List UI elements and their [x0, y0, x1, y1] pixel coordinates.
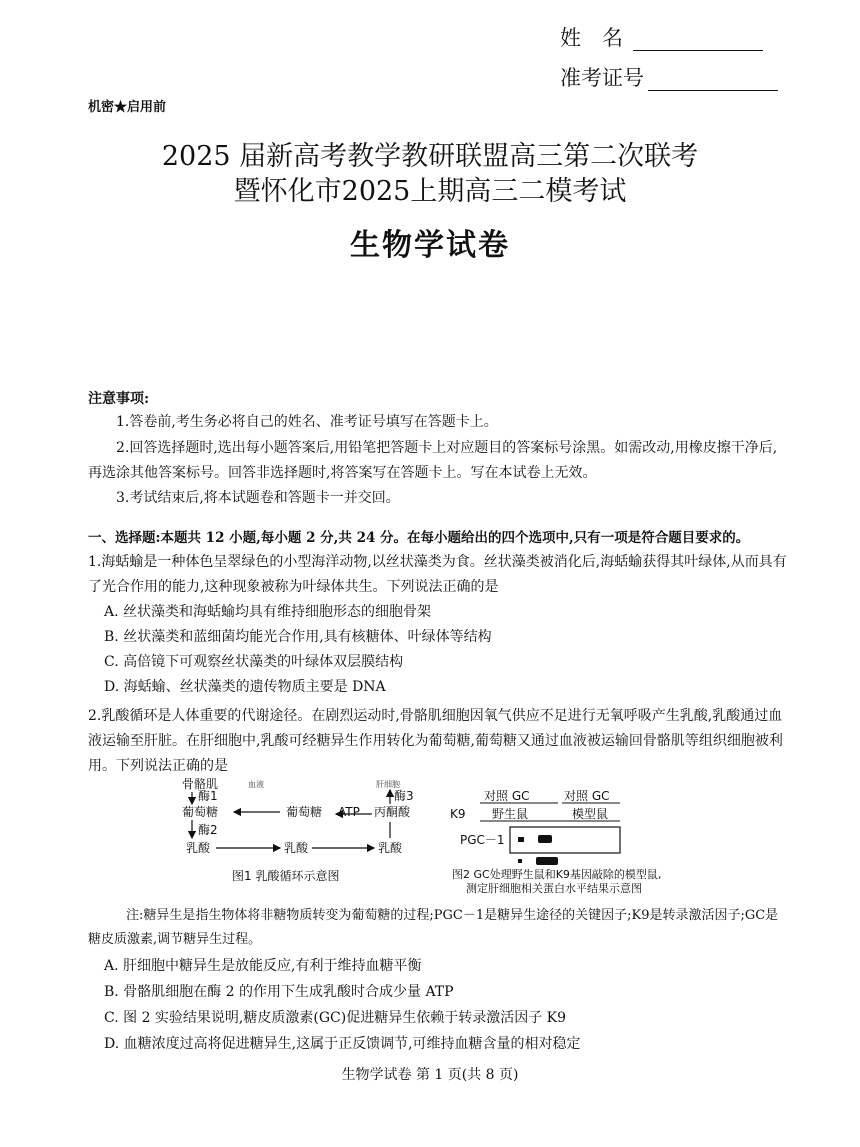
- subject-title: 生物学试卷: [350, 228, 510, 263]
- note-item-1: 1.答卷前,考生务必将自己的姓名、准考证号填写在答题卡上。: [116, 414, 498, 430]
- fig2-dot-1: [518, 859, 522, 863]
- fig2-caption-line1: 图2 GC处理野生鼠和K9基因敲除的模型鼠,: [452, 868, 662, 881]
- fig2-band-2: [536, 857, 558, 865]
- fig1-caption: 图1 乳酸循环示意图: [232, 869, 340, 883]
- q1-option-b: B. 丝状藻类和蓝细菌均能光合作用,具有核糖体、叶绿体等结构: [104, 629, 492, 645]
- fig2-blot-frame: [510, 827, 620, 853]
- note-item-3: 3.考试结束后,将本试题卷和答题卡一并交回。: [116, 490, 400, 506]
- fig1-enzyme1-label: 酶1: [198, 789, 218, 803]
- name-underline[interactable]: [633, 26, 763, 51]
- fig2-band-wild-gc: [538, 835, 552, 843]
- q2-note: 注:糖异生是指生物体将非糖物质转变为葡萄糖的过程;PGC－1是糖异生途径的关键因子;K9是转录激活因子;GC是糖皮质激素,调节糖异生过程。: [88, 908, 779, 947]
- fig2-wild-header: 对照 GC: [484, 789, 530, 803]
- fig2-model-header: 对照 GC: [564, 789, 610, 803]
- page-footer: 生物学试卷 第 1 页(共 8 页): [341, 1067, 519, 1083]
- note-item-2: 2.回答选择题时,选出每小题答案后,用铅笔把答题卡上对应题目的答案标号涂黑。如需改动,用橡皮擦干净后,再选涂其他答案标号。回答非选择题时,将答案写在答题卡上。写在本试卷上无效。: [88, 440, 778, 481]
- figure-2-western-blot: [448, 786, 698, 898]
- fig2-k9-label: K9: [450, 807, 466, 821]
- fig1-enzyme2-label: 酶2: [198, 823, 218, 837]
- q1-option-a: A. 丝状藻类和海蛞蝓均具有维持细胞形态的细胞骨架: [104, 604, 432, 620]
- fig1-enzyme3-label: 酶3: [394, 789, 414, 803]
- fig1-arrows: [192, 790, 390, 848]
- fig1-pyruvate-label: 丙酮酸: [374, 805, 411, 819]
- fig2-pgc-label: PGC－1: [460, 833, 505, 847]
- fig2-caption-line2: 测定肝细胞相关蛋白水平结果示意图: [466, 882, 642, 895]
- fig1-glucose-liver: 葡萄糖: [286, 805, 323, 819]
- q1-option-d: D. 海蛞蝓、丝状藻类的遗传物质主要是 DNA: [104, 679, 386, 695]
- fig1-lactate-blood: 乳酸: [284, 841, 309, 855]
- fig2-wild-label: 野生鼠: [492, 807, 529, 821]
- fig1-liver-label: 肝细胞: [376, 780, 400, 789]
- fig1-muscle-label: 骨骼肌: [182, 777, 219, 791]
- q2-option-b: B. 骨骼肌细胞在酶 2 的作用下生成乳酸时合成少量 ATP: [104, 984, 454, 1000]
- name-field-row: [560, 22, 763, 52]
- question-1-stem: 1.海蛞蝓是一种体色呈翠绿色的小型海洋动物,以丝状藻类为食。丝状藻类被消化后,海蛞蝓获得其叶绿体,从而具有了光合作用的能力,这种现象被称为叶绿体共生。下列说法正确的是: [88, 554, 787, 595]
- secret-mark: 机密★启用前: [88, 100, 167, 115]
- notes-heading: 注意事项:: [88, 391, 150, 407]
- exam-number-label: 准考证号: [560, 66, 644, 90]
- figure-1-lactate-cycle: [180, 776, 440, 888]
- section-heading: 一、选择题:本题共 12 小题,每小题 2 分,共 24 分。在每小题给出的四个选项中,只有一项是符合题目要求的。: [88, 530, 750, 546]
- q2-option-d: D. 血糖浓度过高将促进糖异生,这属于正反馈调节,可维持血糖含量的相对稳定: [104, 1036, 581, 1052]
- exam-number-row: [560, 62, 778, 92]
- exam-title-line2: 暨怀化市2025上期高三二模考试: [233, 176, 627, 207]
- fig1-atp-label: ATP: [338, 805, 360, 819]
- q1-option-c: C. 高倍镜下可观察丝状藻类的叶绿体双层膜结构: [104, 654, 404, 670]
- name-label: 姓 名: [560, 26, 623, 50]
- fig1-blood-label: 血液: [248, 780, 264, 789]
- exam-number-underline[interactable]: [648, 66, 778, 91]
- fig1-lactate-liver: 乳酸: [378, 841, 403, 855]
- exam-title-line1: 2025 届新高考教学教研联盟高三第二次联考: [161, 141, 699, 172]
- fig2-band-wild-control: [518, 837, 524, 842]
- q2-option-a: A. 肝细胞中糖异生是放能反应,有利于维持血糖平衡: [104, 958, 422, 974]
- fig1-glucose-muscle: 葡萄糖: [182, 805, 219, 819]
- fig1-lactate-muscle: 乳酸: [186, 841, 211, 855]
- q2-option-c: C. 图 2 实验结果说明,糖皮质激素(GC)促进糖异生依赖于转录激活因子 K9: [104, 1010, 567, 1026]
- fig2-model-label: 模型鼠: [572, 807, 609, 821]
- question-2-stem: 2.乳酸循环是人体重要的代谢途径。在剧烈运动时,骨骼肌细胞因氧气供应不足进行无氧呼吸产生乳酸,乳酸通过血液运输至肝脏。在肝细胞中,乳酸可经糖异生作用转化为葡萄糖,葡萄糖又通过血液被运输回骨骼肌等组织细胞被利用。下列说法正确的是: [88, 708, 783, 774]
